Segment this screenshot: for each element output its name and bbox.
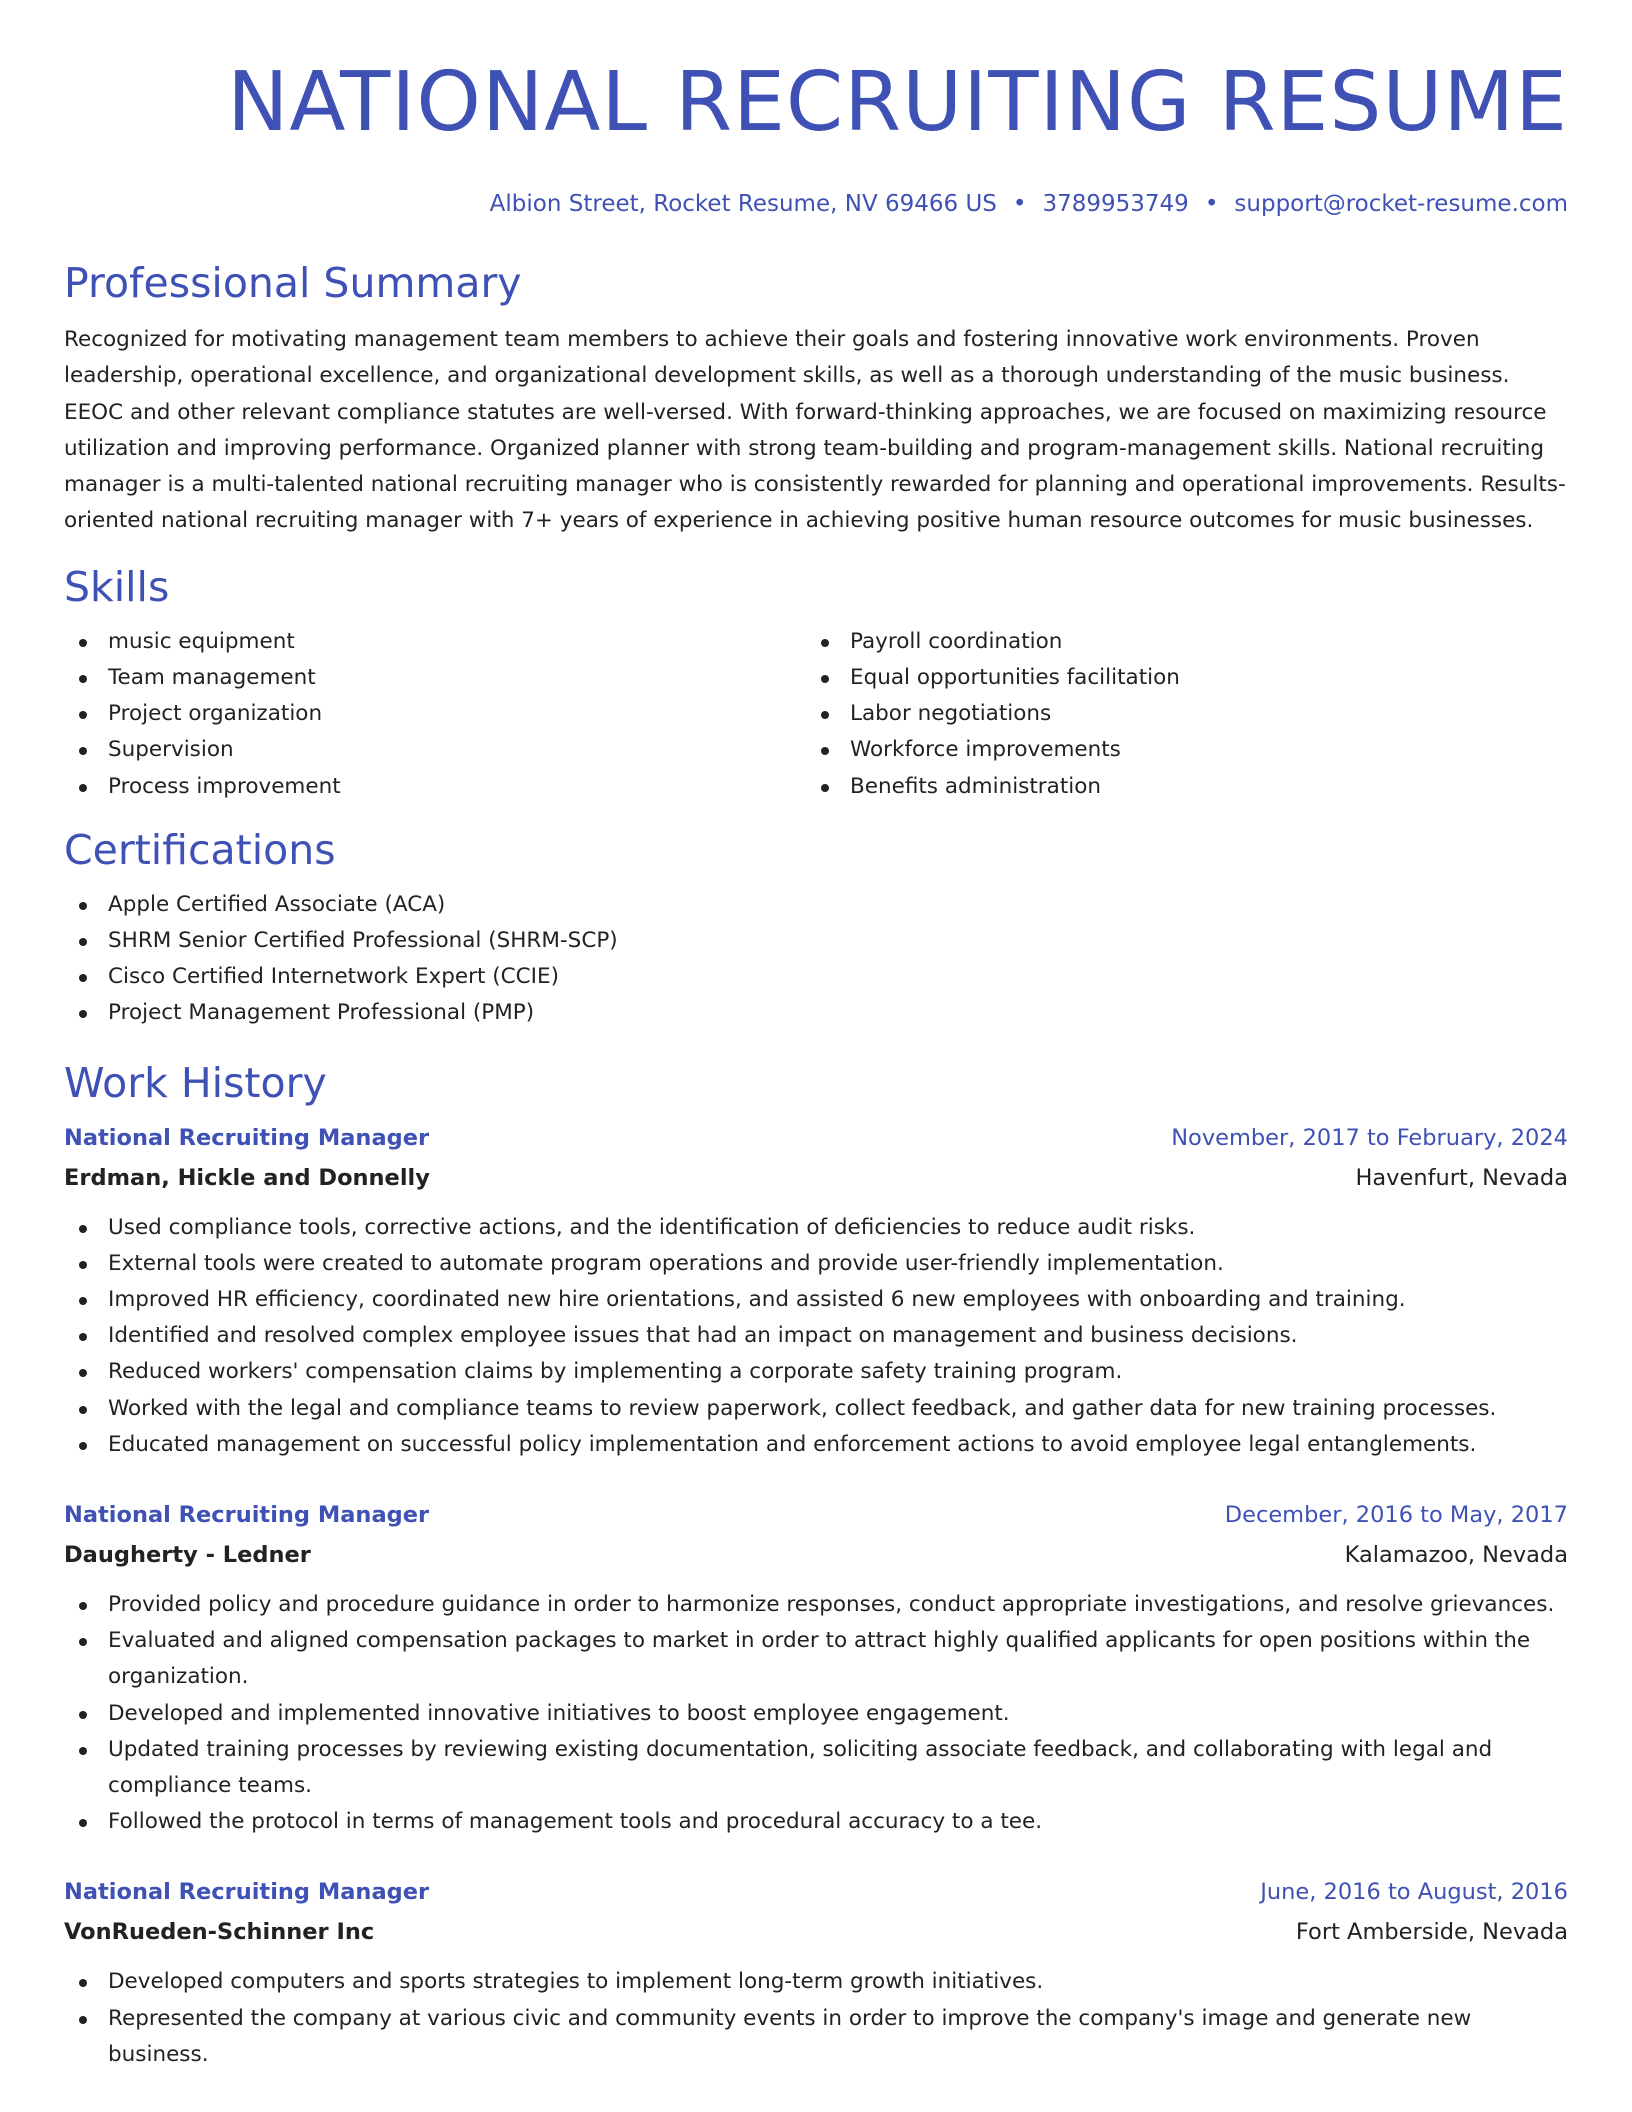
- certifications-heading: Certifications: [64, 825, 336, 874]
- skills-list-right: [806, 624, 1548, 805]
- job-bullet: Identified and resolved complex employee issues that had an impact on management and business decisions.: [64, 1318, 1568, 1354]
- job-bullet: Evaluated and aligned compensation packages to market in order to attract highly qualified applicants for open positions within the organization.: [64, 1623, 1568, 1695]
- certification-item: Apple Certified Associate (ACA): [64, 887, 1568, 923]
- resume-title: NATIONAL RECRUITING RESUME: [227, 55, 1568, 150]
- job-company: VonRueden-Schinner Inc: [64, 1919, 375, 1946]
- contact-line: [64, 190, 1568, 218]
- work-history-heading: Work History: [64, 1058, 327, 1107]
- job-bullets: [64, 1210, 1568, 1463]
- job-role: National Recruiting Manager: [64, 1879, 430, 1906]
- skill-item: music equipment: [64, 624, 806, 660]
- job-bullet: Educated management on successful policy implementation and enforcement actions to avoid employee legal entanglements.: [64, 1427, 1568, 1463]
- job-location: Fort Amberside, Nevada: [1295, 1919, 1568, 1946]
- job-entry: [64, 1495, 1568, 1840]
- job-bullet: Developed computers and sports strategies to implement long-term growth initiatives.: [64, 1964, 1568, 2000]
- skill-item: Process improvement: [64, 769, 806, 805]
- job-bullet: Represented the company at various civic and community events in order to improve the company's image and generate new business.: [64, 2001, 1568, 2073]
- job-bullet: Improved HR efficiency, coordinated new hire orientations, and assisted 6 new employees with onboarding and training.: [64, 1282, 1568, 1318]
- skill-item: Payroll coordination: [806, 624, 1548, 660]
- skill-item: Project organization: [64, 696, 806, 732]
- job-subheader: [64, 1912, 1568, 1952]
- phone-text: 3789953749: [1042, 191, 1189, 217]
- job-subheader: [64, 1158, 1568, 1198]
- job-header: [64, 1118, 1568, 1158]
- summary-paragraph: Recognized for motivating management team members to achieve their goals and fostering innovative work environments. Proven leadership, operational excellence, and organizational development skills, as well as a thorough understanding of the music business. EEOC and other relevant compliance statutes are well-versed. With forward-thinking approaches, we are focused on maximizing resource utilization and improving performance. Organized planner with strong team-building and program-management skills. National recruiting manager is a multi-talented national recruiting manager who is consistently rewarded for planning and operational improvements. Results-oriented national recruiting manager with 7+ years of experience in achieving positive human resource outcomes for music businesses.: [64, 327, 1566, 534]
- job-bullet: Reduced workers' compensation claims by implementing a corporate safety training program.: [64, 1354, 1568, 1390]
- certification-item: Project Management Professional (PMP): [64, 995, 1568, 1031]
- contact-separator: •: [1204, 191, 1219, 217]
- job-entry: [64, 1872, 1568, 2073]
- job-role: National Recruiting Manager: [64, 1502, 430, 1529]
- skill-item: Workforce improvements: [806, 732, 1548, 768]
- skill-item: Labor negotiations: [806, 696, 1548, 732]
- job-bullet: Updated training processes by reviewing existing documentation, soliciting associate feedback, and collaborating with legal and compliance teams.: [64, 1732, 1568, 1804]
- job-subheader: [64, 1535, 1568, 1575]
- contact-separator: •: [1012, 191, 1027, 217]
- job-company: Daugherty - Ledner: [64, 1542, 311, 1569]
- skills-list-left: [64, 624, 806, 805]
- skills-heading: Skills: [64, 562, 170, 611]
- job-dates: November, 2017 to February, 2024: [1171, 1124, 1568, 1151]
- job-bullets: [64, 1587, 1568, 1840]
- job-header: [64, 1872, 1568, 1912]
- summary-heading: Professional Summary: [64, 259, 522, 307]
- resume-header: [64, 0, 1568, 218]
- address-text: Albion Street, Rocket Resume, NV 69466 US: [489, 191, 997, 217]
- job-role: National Recruiting Manager: [64, 1124, 430, 1151]
- certifications-list: [64, 887, 1568, 1032]
- job-entry: [64, 1118, 1568, 1463]
- job-bullet: Followed the protocol in terms of management tools and procedural accuracy to a tee.: [64, 1804, 1568, 1840]
- job-company: Erdman, Hickle and Donnelly: [64, 1164, 430, 1191]
- skill-item: Supervision: [64, 732, 806, 768]
- job-bullets: [64, 1964, 1568, 2073]
- job-dates: June, 2016 to August, 2016: [1260, 1879, 1568, 1906]
- job-location: Kalamazoo, Nevada: [1344, 1542, 1568, 1569]
- job-bullet: Worked with the legal and compliance teams to review paperwork, collect feedback, and gather data for new training processes.: [64, 1391, 1568, 1427]
- job-bullet: External tools were created to automate program operations and provide user-friendly implementation.: [64, 1246, 1568, 1282]
- certification-item: Cisco Certified Internetwork Expert (CCIE): [64, 959, 1568, 995]
- skill-item: Equal opportunities facilitation: [806, 660, 1548, 696]
- job-bullet: Developed and implemented innovative initiatives to boost employee engagement.: [64, 1696, 1568, 1732]
- skill-item: Team management: [64, 660, 806, 696]
- email-link[interactable]: support@rocket-resume.com: [1234, 191, 1568, 217]
- job-bullet: Provided policy and procedure guidance in order to harmonize responses, conduct appropriate investigations, and resolve grievances.: [64, 1587, 1568, 1623]
- job-header: [64, 1495, 1568, 1535]
- certification-item: SHRM Senior Certified Professional (SHRM-SCP): [64, 923, 1568, 959]
- job-bullet: Used compliance tools, corrective actions, and the identification of deficiencies to reduce audit risks.: [64, 1210, 1568, 1246]
- skills-grid: [64, 624, 1568, 805]
- skill-item: Benefits administration: [806, 769, 1548, 805]
- job-dates: December, 2016 to May, 2017: [1224, 1502, 1568, 1529]
- job-location: Havenfurt, Nevada: [1355, 1164, 1568, 1191]
